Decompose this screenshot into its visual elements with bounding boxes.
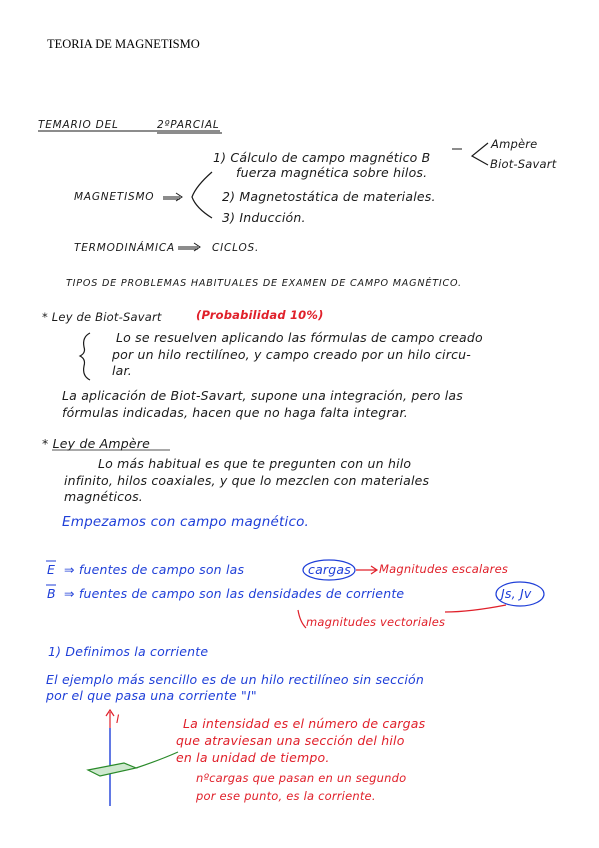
densidades-red-connector <box>298 605 506 628</box>
densidades-circle <box>496 582 544 606</box>
cargas-red-arrow <box>356 566 377 574</box>
corriente-line2: por el que pasa una corriente "I" <box>46 688 257 703</box>
biot-line1: Lo se resuelven aplicando las fórmulas de campo creado <box>116 330 483 345</box>
empezamos-heading: Empezamos con campo magnético. <box>62 514 310 530</box>
probability-note: (Probabilidad 10%) <box>196 308 324 322</box>
biot-line3: lar. <box>112 363 132 378</box>
b-circled-densidades: Js, Jv <box>501 586 532 601</box>
magnetismo-item1-line1: 1) Cálculo de campo magnético B <box>213 150 431 165</box>
intensidad-pointer <box>136 752 178 768</box>
magnetismo-arrow <box>163 193 182 201</box>
current-axis-label: I <box>116 712 120 726</box>
intensidad-line1: La intensidad es el número de cargas <box>183 716 426 731</box>
biot-curly-brace <box>80 333 90 380</box>
wire-section-plane <box>88 763 136 776</box>
biot-line5: fórmulas indicadas, hacen que no haga falta integrar. <box>62 405 408 420</box>
e-circled-cargas: cargas <box>308 562 351 577</box>
e-sources-text: ⇒ fuentes de campo son las <box>64 562 245 577</box>
temario-heading-parcial: 2ºPARCIAL <box>157 119 220 131</box>
corriente-heading: 1) Definimos la corriente <box>48 644 209 659</box>
ampere-line3: magnéticos. <box>64 489 143 504</box>
biot-savart-section-label: * Ley de Biot-Savart <box>42 310 162 324</box>
document-title: TEORIA DE MAGNETISMO <box>47 37 200 51</box>
intensidad-line4: nºcargas que pasan en un segundo <box>196 771 407 785</box>
termodinamica-label: TERMODINÁMICA <box>74 242 175 254</box>
magnetismo-item3: 3) Inducción. <box>222 210 306 225</box>
intensidad-line3: en la unidad de tiempo. <box>176 750 330 765</box>
b-vector-label: B <box>47 586 56 601</box>
b-sources-text: ⇒ fuentes de campo son las densidades de corriente <box>64 586 405 601</box>
corriente-line1: El ejemplo más sencillo es de un hilo rectilíneo sin sección <box>46 672 424 687</box>
e-vector-label: E <box>47 562 56 577</box>
ampere-biot-bracket <box>472 143 488 165</box>
biot-line4: La aplicación de Biot-Savart, supone una integración, pero las <box>62 388 463 403</box>
ampere-label: Ampère <box>491 137 538 151</box>
magnetismo-item1-line2: fuerza magnética sobre hilos. <box>236 165 428 180</box>
magnetismo-item2: 2) Magnetostática de materiales. <box>222 189 436 204</box>
b-magnitudes-vectoriales: magnitudes vectoriales <box>306 615 446 629</box>
e-magnitudes-escalares: Magnitudes escalares <box>379 562 509 576</box>
biot-line2: por un hilo rectilíneo, y campo creado por un hilo circu- <box>112 347 471 362</box>
ampere-line1: Lo más habitual es que te pregunten con un hilo <box>98 456 412 471</box>
intensidad-line5: por ese punto, es la corriente. <box>196 789 376 803</box>
termodinamica-arrow <box>178 243 200 251</box>
ampere-line2: infinito, hilos coaxiales, y que lo mezclen con materiales <box>64 473 430 488</box>
biot-savart-label: Biot-Savart <box>490 157 557 171</box>
temario-heading: TEMARIO DEL <box>38 119 119 131</box>
magnetismo-label: MAGNETISMO <box>74 191 155 203</box>
tipos-heading: TIPOS DE PROBLEMAS HABITUALES DE EXAMEN DE CAMPO MAGNÉTICO. <box>66 278 462 289</box>
ampere-section-label: * Ley de Ampère <box>42 436 151 451</box>
magnetismo-branch-brace <box>192 172 212 218</box>
intensidad-line2: que atraviesan una sección del hilo <box>176 733 405 748</box>
termodinamica-value: CICLOS. <box>212 242 260 254</box>
cargas-circle <box>303 560 355 580</box>
